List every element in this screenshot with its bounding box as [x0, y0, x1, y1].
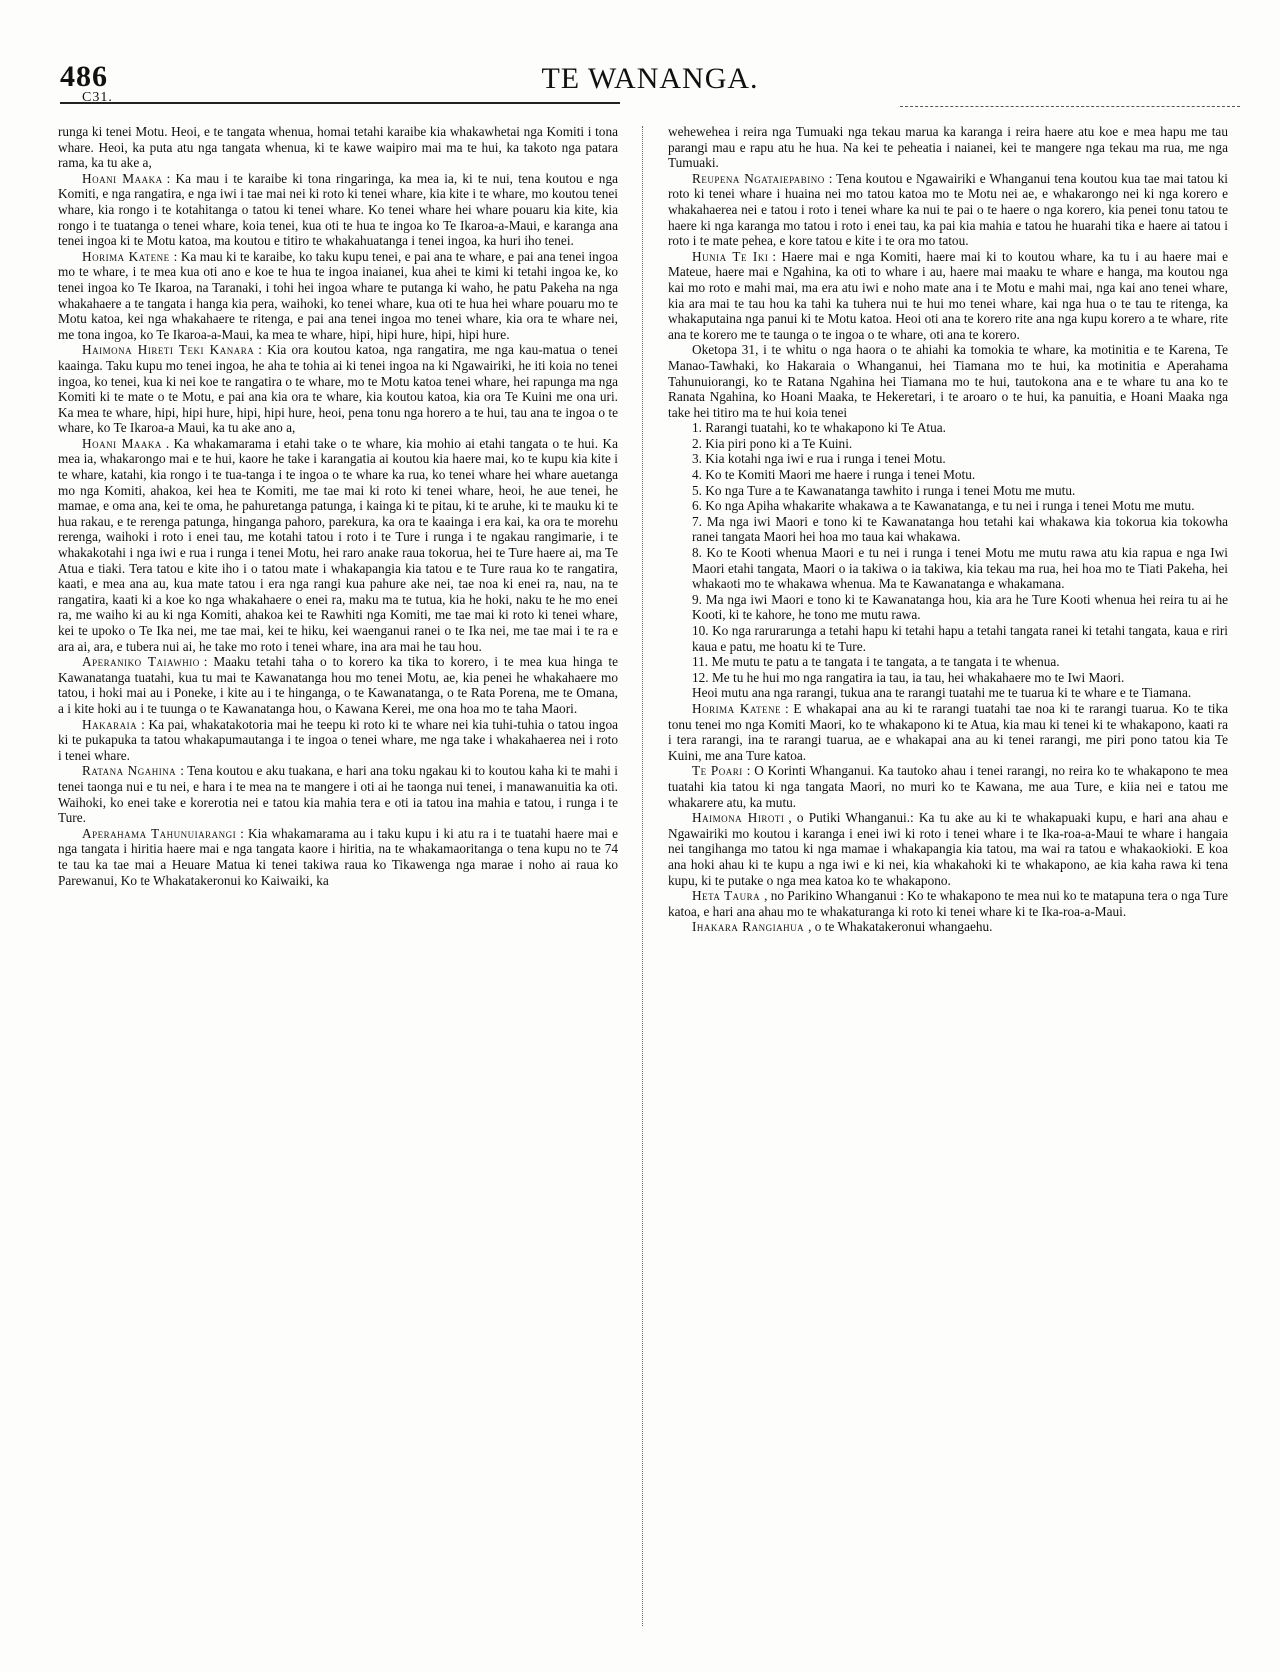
paragraph-text: 4. Ko te Komiti Maori me haere i runga i tenei Motu.: [692, 467, 976, 483]
paragraph-text: : Kia ora koutou katoa, nga rangatira, me nga kau-matua o tenei kaainga. Taku kupu mo tenei ingoa, he aha te tohia ai ki tenei ingoa na ki Ngawairiki, he iti koia no tenei ingoa, ko tenei, kua ki nei koe te rangatira o te whare, mo te Motu katoa tenei whare, hei rapunga ma nga Komiti ki te mate o te Motu, e pai ana kia ora te whare, kia koutou katoa, kia ora Te Kuini me ona uri. Ka mea te whare, hipi, hipi hure, hipi, hipi hure, heoi, pena tonu nga horero a te hui, tau ana te ingoa o te whare, ko Te Ikaroa-a Maui, ka tu ake ano a,: [58, 342, 618, 436]
paragraph: [668, 701, 1228, 763]
paragraph: [668, 342, 1228, 420]
paragraph-text: : Ka pai, whakatakotoria mai he teepu ki roto ki te whare nei kia tuhi-tuhia o tatou ingoa ki te pukapuka ta tatou whakapumautanga i te ingoa o tenei whare, me nga take i whakahaerea nei i roto i tenei whare.: [58, 716, 618, 763]
paragraph-text: wehewehea i reira nga Tumuaki nga tekau marua ka karanga i reira haere atu koe e mea hapu me tau parangi mau e rapu atu he hua. Na kei te peheatia i naianei, kei te mangere nga tekau ma rua, me nga Tumuaki.: [668, 124, 1228, 171]
list-item: [668, 467, 1228, 483]
paragraph-text: 12. Me tu he hui mo nga rangatira ia tau, ia tau, hei whakahaere mo te Iwi Maori.: [692, 669, 1125, 685]
page-number-annotation: C31.: [82, 90, 113, 105]
header-rule-right: [900, 106, 1240, 107]
list-item: [668, 436, 1228, 452]
speaker-name: Horima Katene: [692, 700, 781, 716]
paragraph-text: 1. Rarangi tuatahi, ko te whakapono ki Te Atua.: [692, 420, 946, 436]
paragraph-text: runga ki tenei Motu. Heoi, e te tangata whenua, homai tetahi karaibe kia whakawhetai nga Komiti i tona whare. Heoi, ka puta atu nga tangata whenua, ki te kawe waipiro mai ma te hui, ka takoto nga patara rama, ka tu ake a,: [58, 124, 618, 171]
paragraph-text: 11. Me mutu te patu a te tangata i te tangata, a te tangata i te whenua.: [692, 654, 1060, 670]
paragraph: [668, 888, 1228, 919]
paragraph-text: : Kia whakamarama au i taku kupu i ki atu ra i te tuatahi haere mai e nga tangata i hiritia haere mai e nga tangata kaore i hiritia, na te whakamaoritanga o tena kupu no te 74 te tau ka tae mai a Heuare Matua ki tenei takiwa raua ko Tikawenga nga marae i noho ai raua ko Parewanui, Ko te Whakatakeronui ko Kaiwaiki, ka: [58, 825, 618, 888]
paragraph-text: , no Parikino Whanganui : Ko te whakapono te mea nui ko te matapuna tera o nga Ture katoa, e hari ana ahau mo te whakaturanga ki roto ki tenei whare ki te Ika-roa-a-Maui.: [668, 888, 1228, 919]
speaker-name: Hunia Te Iki: [692, 248, 769, 264]
paragraph-text: : Tena koutou e aku tuakana, e hari ana toku ngakau ki to koutou kaha ki te mahi i tenei taonga nui e tu nei, e hara i te mea na te mangere i oti ai he taonga nui tenei, i manawanuitia ka oti. Waihoki, ko enei take e korerotia nei e tatou kia mahia tera e oti ia tatou ina mahia e tatou, i runga i te Ture.: [58, 763, 618, 826]
list-item: [668, 623, 1228, 654]
speaker-name: Haimona Hiroti: [692, 810, 785, 826]
paragraph-text: 5. Ko nga Ture a te Kawanatanga tawhito i runga i tenei Motu me mutu.: [692, 482, 1076, 498]
paragraph-text: 7. Ma nga iwi Maori e tono ki te Kawanatanga hou tetahi kai whakawa kia tokorua kia tokowha ranei tangata Maori hei hoa mo taua kai whakawa.: [692, 513, 1228, 545]
speaker-name: Reupena Ngataiepabino: [692, 170, 825, 186]
speaker-name: Te Poari: [692, 763, 743, 779]
paragraph-text: 6. Ko nga Apiha whakarite whakawa a te Kawanatanga, e tu nei i runga i tenei Motu me mutu.: [692, 498, 1195, 514]
page-number: 486: [60, 60, 108, 93]
list-item: [668, 654, 1228, 670]
speaker-name: Hoani Maaka: [82, 435, 162, 451]
column-divider: [642, 126, 643, 1626]
paragraph: [58, 342, 618, 436]
paragraph: [58, 171, 618, 249]
paragraph-text: Heoi mutu ana nga rarangi, tukua ana te rarangi tuatahi me te tuarua ki te whare e te Tiamana.: [692, 685, 1192, 701]
list-item: [668, 545, 1228, 592]
paragraph: [58, 654, 618, 716]
speaker-name: Horima Katene: [82, 248, 170, 264]
paragraph: [58, 124, 618, 171]
paragraph-text: Oketopa 31, i te whitu o nga haora o te ahiahi ka tomokia te whare, ka motinitia e te Karena, Te Manao-Tawhaki, ko Hakaraia o Whanganui, hei Tiamana mo te hui, ka motinitia e Aperahama Tahunuiorangi, ko te Ratana Ngahina hei Tiamana mo te hui, tautokona ana e te whare tu ana ko te Ranata Ngahina, ko Hoani Maaka, te Hekeretari, i te aroaro o te hui, ka panuitia, e Hoani Maaka nga take hei titiro ma te hui koia tenei: [668, 342, 1228, 420]
right-column: [668, 124, 1228, 1644]
speaker-name: Ihakara Rangiahua: [692, 919, 805, 935]
paragraph: [58, 717, 618, 764]
paragraph: [668, 124, 1228, 171]
speaker-name: Hoani Maaka: [82, 170, 163, 186]
paragraph-text: 3. Kia kotahi nga iwi e rua i runga i tenei Motu.: [692, 451, 946, 467]
paragraph-text: , o Putiki Whanganui.: Ka tu ake au ki te whakapuaki kupu, e hari ana ahau e Ngawairiki mo koutou i karanga i enei iwi ki roto i tenei whare i te Ika-roa-a-Maui te whare i hangaia nei tangihanga mo tatou ki nga mamae i whakapangia kia tatou, ma wai ra tatou e whakaokioki. E koa ana hoki ahau ki te kupu a nga iwi e ki nei, kia whakahoki ki te whakapono, ae kia kaha rawa ki tena kupu, ki te putake o nga mea katoa ko te whakapono.: [668, 810, 1228, 888]
paragraph: [58, 826, 618, 888]
paragraph: [668, 763, 1228, 810]
paragraph-text: 9. Ma nga iwi Maori e tono ki te Kawanatanga hou, kia ara he Ture Kooti whenua hei reira tu ai he Kooti, ki te kahore, he tono me mutu rawa.: [692, 591, 1228, 623]
paragraph-text: , o te Whakatakeronui whangaehu.: [808, 919, 993, 935]
list-item: [668, 483, 1228, 499]
paragraph-text: : Ka mau i te karaibe ki tona ringaringa, ka mea ia, ki te nui, tena koutou e nga Komiti, e nga rangatira, e nga iwi i tae mai nei ki roto ki tenei whare, kia kite i te whare, mo koutou tenei whare, kia rongo i te kotahitanga o tatou ki tenei whare. Ko tenei whare hei whare pouaru kia kite, kia rongo i te tuatanga o tenei whare, koia tenei, kua oti te hua te ingoa ko Te Ikaroa-a-Maui, e karanga ana tenei ingoa ki te Motu katoa, ma koutou e titiro te whakahuatanga i tenei ingoa, ka huri iho tenei.: [58, 170, 618, 249]
paragraph-text: : Tena koutou e Ngawairiki e Whanganui tena koutou kua tae mai tatou ki roto ki tenei whare i huaina nei mo tatou katoa mo te Motu nei ae, e whakarongo nei ki nga korero e whakahaerea nei e tatou i roto i tenei whare ka nui te pai o te haere o nga korero, kia penei tonu tatou te haere ki nga karanga mo tatou i roto i enei tau, ka pai kia mahia e tatou he huarahi tika e haere ai tatou i roto i te mate pehea, e kore tatou e kite i te ora mo tatou.: [668, 170, 1228, 249]
paragraph-text: : O Korinti Whanganui. Ka tautoko ahau i tenei rarangi, no reira ko te whakapono te mea tuatahi kia tatou ki nga tangata Maori, no muri ko te Kawana, me aua Ture, e kiia nei e tatou me whakarere atu, ka mutu.: [668, 763, 1228, 810]
paragraph-text: : Maaku tetahi taha o to korero ka tika to korero, i te mea kua hinga te Kawanatanga tuatahi, kua tu mai te Kawanatanga hou mo tenei Motu, ae, kia penei he whakahaere mo tatou, i hoki mai au i Poneke, i kite au i te hinganga, o te Kawanatanga, o te Rata Porena, me te Omana, a i kite hoki au i te tuunga o te Kawanatanga hou, o Kawana Kerei, me ona hoa mo te taha Maori.: [58, 654, 618, 716]
paragraph: [668, 810, 1228, 888]
list-item: [668, 670, 1228, 686]
paragraph: [668, 685, 1228, 701]
paragraph-text: . Ka whakamarama i etahi take o te whare, kia mohio ai etahi tangata o te hui. Ka mea ia, whakarongo mai e te hui, kaore he take i karangatia ai koutou kia haere mai, ko te kupu kia kite i te whare, katahi, kia rongo i te tua-tanga i te ingoa o te whare ka rua, ko tenei whare hei whare auetanga mo nga Komiti, ahakoa, kei hea te Komiti, me tae mai ki roto ki tenei whare, heoi, he aue tenei, he mamae, e oma ana, kei te oma, he pahuretanga patunga, i kainga ki te pitau, ki te aruhe, ki te mauku ki te hua rakau, e te rerenga patunga, hinganga pahoro, parekura, ka ora te kaainga i era kai, ka ora te morehu rerenga, waihoki i roto i enei tau, me kotahi tatou i roto i te Ture i runga i te ngakau rangimarie, i te whakakotahi i nga iwi e rua i runga i tenei Motu, hei raro anake raua tokorua, hei te Ture haere ai, ma Te Atua e tiaki. Tera tatou e kite iho i o tatou mate i whakapangia kia tatou e te Ture raua ko te rangatira, kaati, e mea ana au, kua mate tatou i era nga rangi kua pahure ake nei, tae noa ki enei ra, nau, na te rangatira, kaati ki a koe ko nga whakahaere o enei ra, maku ma te tutua, kia he hoki, naku te he mo enei ra, me waiho ki au ki nga Komiti, ahakoa kei te Rawhiti nga Komiti, me tae mai ki roto ki tenei whare, kei te upoko o Te Ika nei, me tae mai, kei te hiku, kei waenganui ranei o te Ika nei, me tae mai i te ra e ara ai, ara, e tubera nui ai, he take mo roto i tenei whare, ina ara mai he tau hou.: [58, 435, 618, 654]
paragraph: [58, 249, 618, 343]
list-item: [668, 451, 1228, 467]
paragraph: [668, 919, 1228, 935]
paragraph: [58, 763, 618, 825]
list-item: [668, 498, 1228, 514]
left-column: [58, 124, 618, 1644]
paragraph: [668, 171, 1228, 249]
speaker-name: Ratana Ngahina: [82, 763, 177, 779]
speaker-name: Aperahama Tahunuiarangi: [82, 825, 237, 841]
list-item: [668, 592, 1228, 623]
paragraph-text: 2. Kia piri pono ki a Te Kuini.: [692, 435, 853, 451]
page-title: TE WANANGA.: [541, 62, 759, 95]
paragraph-text: : Ka mau ki te karaibe, ko taku kupu tenei, e pai ana te whare, e pai ana tenei ingoa mo te whare, i te mea kua oti ano e koe te hua te ingoa inaianei, kua ahei te kimi ki tetahi ingoa ke, ko tenei ingoa ko Te Ikaroa, na Taranaki, i tohi hei ingoa whare te putanga ki waho, he patu Pakeha na nga whakahaere a te tangata i hanga kia pera, waihoki, ko tenei whare, kua oti te hua hei whare pouaru mo te Motu katoa, kei nga whakahaere te ritenga, e pai ana tenei ingoa mo tenei whare, kia ora te whare nei, me tona ingoa, ko Te Ikaroa-a-Maui, ka mea te whare, hipi, hipi hure, hipi, hipi hure.: [58, 248, 618, 342]
paragraph-text: : Haere mai e nga Komiti, haere mai ki to koutou whare, ka tu i au haere mai e Mateue, haere mai e Ngahina, ka oti to whare i au, haere mai maaku te whare e hanga, ma koutou nga kai mo roto e mahi mai, ma era atu iwi e noho mate ana i te Motu e mahi mai, nga kai ano tenei whare, kia ara mai te tau hou ka tahi ka tuhera nui te hui mo tenei whare, kai nga hua o te tau te ritenga, ka whakaputaina nga panui ki te Motu katoa. Heoi oti ana te korero rite ana nga kupu korero a te whare, rite ana te korero me te taunga o te ingoa o te whare, oti ana te korero.: [668, 248, 1228, 342]
header-rule-left: [60, 102, 620, 104]
speaker-name: Aperaniko Taiawhio: [82, 654, 200, 670]
paragraph: [58, 436, 618, 654]
paragraph: [668, 249, 1228, 343]
paragraph-text: 8. Ko te Kooti whenua Maori e tu nei i runga i tenei Motu me mutu rawa atu kia rapua e nga Iwi Maori etahi tangata, Maori o ia takiwa o ia takiwa, kia tekau ma rua, hei hoa mo te Tiati Pakeha, hei whakaoti mo te whakawa whenua. Ma te Kawanatanga e whakamana.: [692, 545, 1228, 592]
speaker-name: Hakaraia: [82, 716, 138, 732]
list-item: [668, 514, 1228, 545]
paragraph-text: : E whakapai ana au ki te rarangi tuatahi tae noa ki te rarangi tuarua. Ko te tika tonu tenei mo nga Komiti Maori, ko te whakapono ki te Atua, kia mau ki tenei ki te whakapono, kaati ra i tera rarangi, ina te rarangi tuarua, ae e whakapai ana au ki tenei rarangi, me piri pono tatou kia Te Kuini, me ana Ture katoa.: [668, 700, 1228, 763]
speaker-name: Heta Taura: [692, 888, 761, 904]
paragraph-text: 10. Ko nga rarurarunga a tetahi hapu ki tetahi hapu a tetahi tangata ranei ki tetahi tangata, kaua e riri kaua e patu, me hoatu ki te Ture.: [692, 623, 1228, 654]
list-item: [668, 420, 1228, 436]
speaker-name: Haimona Hireti Teki Kanara: [82, 342, 255, 358]
page-header: [60, 60, 1240, 105]
